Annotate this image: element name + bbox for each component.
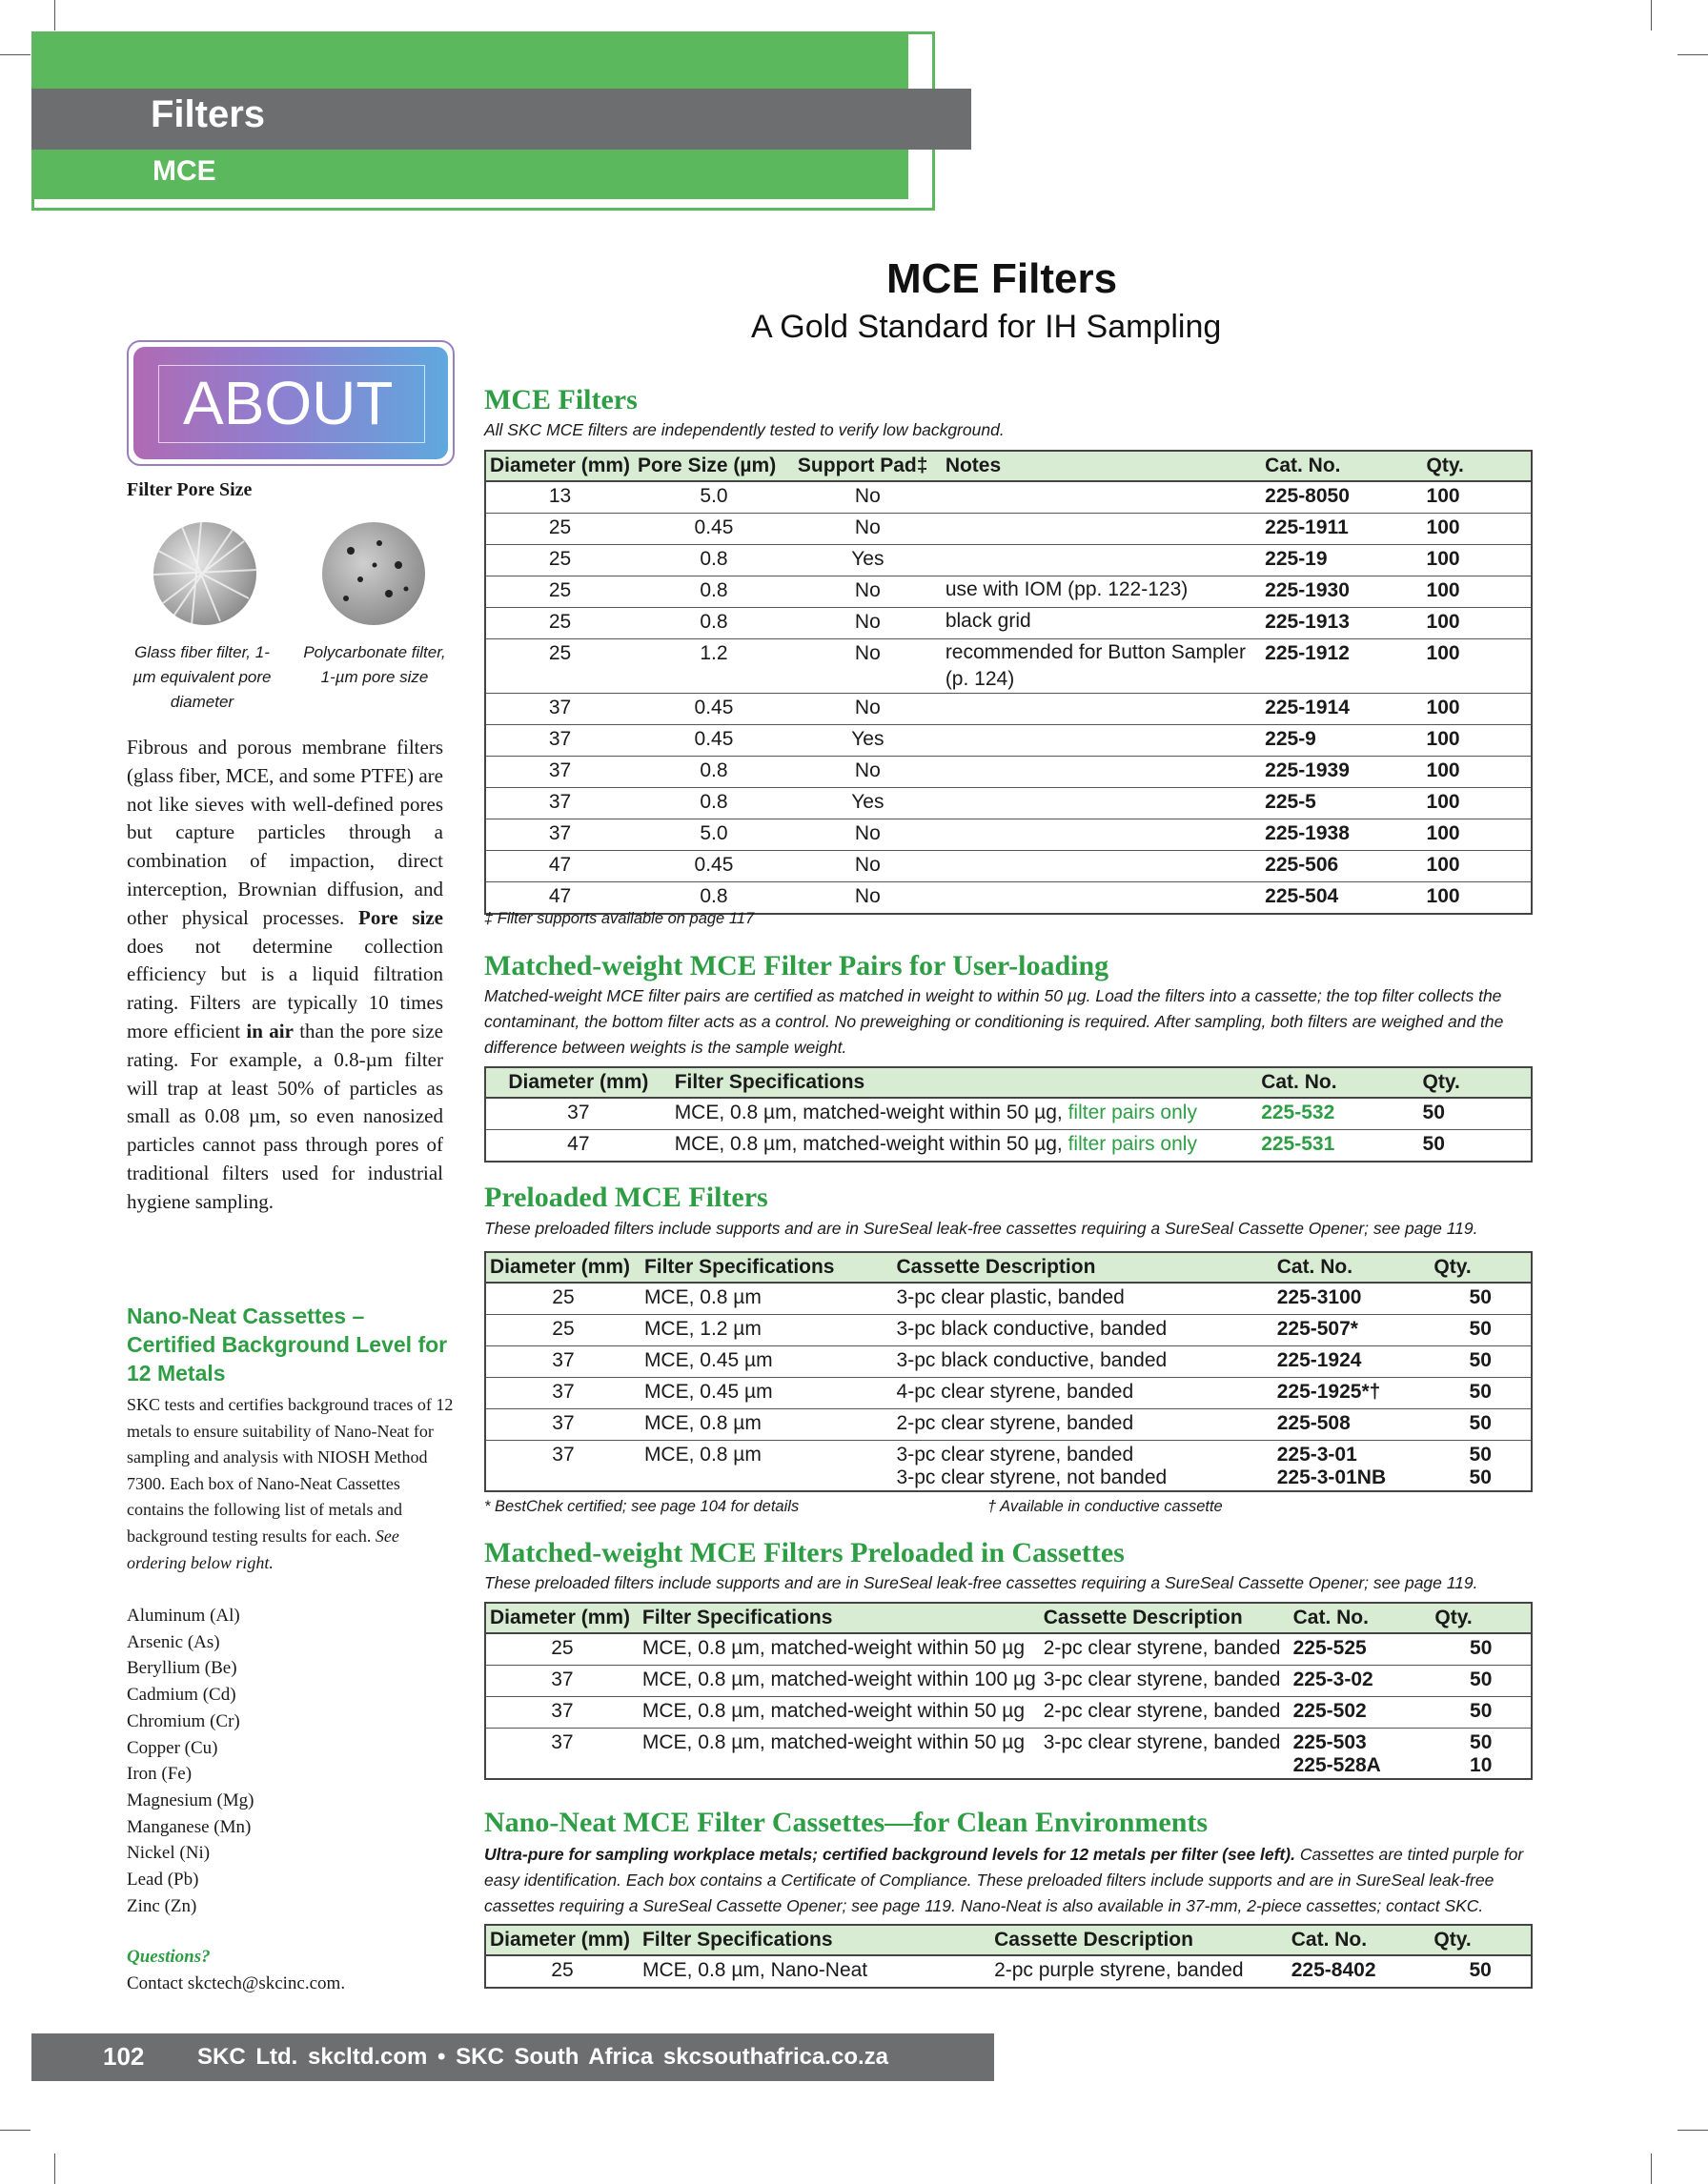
table-cell: MCE, 0.8 µm, matched-weight within 50 µg, filter pairs only — [674, 1133, 1197, 1155]
column-header: Filter Specifications — [671, 1067, 1258, 1098]
table-cell: MCE, 0.45 µm — [640, 1346, 893, 1378]
header-green-top — [31, 31, 908, 89]
table-cell: 50 — [1469, 1959, 1492, 1981]
table-cell: 225-507* — [1273, 1315, 1431, 1346]
metal-item: Beryllium (Be) — [127, 1658, 237, 1679]
table-cell: 225-3-01NB — [1276, 1466, 1387, 1488]
table-cell: 225-9 — [1261, 725, 1422, 757]
column-header: Cassette Description — [990, 1925, 1288, 1955]
table-row — [485, 851, 1532, 882]
table-cell: Yes — [794, 725, 942, 757]
table-cell: 13 — [485, 481, 634, 514]
table-cell: MCE, 0.8 µm, matched-weight within 50 µg — [639, 1633, 1040, 1666]
table-cell: 225-19 — [1261, 545, 1422, 576]
table-cell: 225-506 — [1261, 851, 1422, 882]
table-cell: 100 — [1423, 608, 1532, 639]
metal-item: Copper (Cu) — [127, 1737, 218, 1758]
metal-item: Aluminum (Al) — [127, 1606, 240, 1626]
table-cell: 50 — [1430, 1409, 1532, 1441]
table-cell: 3-pc black conductive, banded — [893, 1346, 1273, 1378]
table-cell: 100 — [1423, 757, 1532, 788]
table-cell: 2-pc clear styrene, banded — [893, 1409, 1273, 1441]
column-header: Diameter (mm) — [485, 1925, 639, 1955]
table-cell: 50 — [1431, 1633, 1532, 1666]
column-header: Qty. — [1430, 1925, 1532, 1955]
table-cell — [942, 545, 1261, 576]
table-cell: 100 — [1423, 545, 1532, 576]
table-cell: MCE, 0.8 µm, matched-weight within 50 µg, filter pairs only — [671, 1098, 1258, 1130]
table-row — [485, 1378, 1532, 1409]
table-row — [485, 1315, 1532, 1346]
matched-pairs-table — [484, 1066, 1533, 1163]
metal-item: Cadmium (Cd) — [127, 1685, 236, 1706]
table-cell: 50 — [1469, 1444, 1492, 1466]
table-cell: 225-1939 — [1261, 757, 1422, 788]
table-cell: 225-503 — [1292, 1731, 1367, 1753]
questions-label: Questions? — [127, 1947, 211, 1967]
table-cell: 37 — [552, 1444, 575, 1466]
crop-mark — [1678, 2130, 1708, 2131]
table-cell: 225-1924 — [1273, 1346, 1431, 1378]
table-row — [485, 576, 1532, 608]
table-row — [485, 882, 1532, 915]
table-cell: 3-pc clear styrene, banded — [896, 1444, 1134, 1466]
table-cell: 47 — [567, 1133, 590, 1155]
pore-size-title: Filter Pore Size — [127, 479, 253, 500]
table-cell: 225-525 — [1290, 1633, 1432, 1666]
table-row — [485, 1469, 1532, 1491]
support-footnote: ‡ Filter supports available on page 117 — [484, 910, 755, 927]
table-cell: No — [854, 885, 881, 907]
column-header: Cat. No. — [1257, 1067, 1418, 1098]
table-cell: No — [794, 608, 942, 639]
preloaded-heading: Preloaded MCE Filters — [484, 1182, 768, 1213]
crop-mark — [54, 2154, 55, 2184]
table-cell — [485, 1469, 640, 1491]
crop-mark — [54, 0, 55, 30]
table-cell: 225-532 — [1257, 1098, 1418, 1130]
matched-cassettes-table — [484, 1602, 1533, 1780]
table-cell: No — [794, 851, 942, 882]
table-cell — [942, 882, 1261, 915]
table-cell: 225-8050 — [1261, 481, 1422, 514]
table-cell: 37 — [485, 725, 634, 757]
table-cell: 225-5 — [1261, 788, 1422, 819]
table-cell: 25 — [485, 1283, 640, 1315]
table-cell: 3-pc clear styrene, not banded — [896, 1466, 1168, 1488]
mce-filters-note: All SKC MCE filters are independently tested to verify low background. — [484, 420, 1005, 439]
table-row — [485, 1757, 1532, 1779]
table-cell: 225-1925*† — [1273, 1378, 1431, 1409]
table-cell: 100 — [1423, 725, 1532, 757]
table-row — [485, 1441, 1532, 1470]
table-cell: MCE, 0.8 µm — [643, 1444, 762, 1466]
table-cell: 225-8402 — [1291, 1959, 1376, 1981]
table-row — [485, 757, 1532, 788]
table-row — [485, 1666, 1532, 1697]
table-cell: 37 — [551, 1731, 574, 1753]
table-cell: 0.8 — [634, 757, 794, 788]
preloaded-note: These preloaded filters include supports and are in SureSeal leak-free cassettes requiring a SureSeal Cassette Opener; see page 119. — [484, 1219, 1478, 1238]
table-cell: No — [794, 694, 942, 725]
column-header: Support Pad‡ — [794, 451, 942, 481]
table-cell: black grid — [942, 608, 1261, 639]
table-cell: 3-pc clear styrene, banded — [1043, 1731, 1281, 1753]
table-cell: 0.45 — [634, 514, 794, 545]
metal-item: Arsenic (As) — [127, 1631, 220, 1652]
table-cell: 37 — [485, 819, 634, 851]
table-cell: 0.8 — [634, 545, 794, 576]
table-cell: Yes — [794, 788, 942, 819]
metal-item: Zinc (Zn) — [127, 1895, 197, 1916]
table-cell: 0.45 — [634, 694, 794, 725]
table-cell: 225-3-02 — [1290, 1666, 1432, 1697]
column-header: Notes — [942, 451, 1261, 481]
pore-size-body: Fibrous and porous membrane filters (glass fiber, MCE, and some PTFE) are not like sieves with well-defined pores but capture particles through a combination of impaction, direct interception, Brownian diffusion, and other physical processes. Pore size does not determine collection efficiency but is a liquid filtration rating. Filters are typically 10 times more efficient in air than the pore size rating. For example, a 0.8-µm filter will trap at least 50% of particles as small as 0.08 µm, so even nanosized particles cannot pass through pores of traditional filters used for industrial hygiene sampling. — [127, 736, 443, 1213]
nano-neat-table — [484, 1924, 1533, 1989]
table-row — [485, 1409, 1532, 1441]
table-cell: 225-3100 — [1273, 1283, 1431, 1315]
table-cell: 5.0 — [634, 819, 794, 851]
metal-item: Manganese (Mn) — [127, 1816, 252, 1837]
table-cell: 3-pc clear styrene, banded — [1040, 1666, 1290, 1697]
table-row — [485, 694, 1532, 725]
table-cell: 37 — [485, 1098, 671, 1130]
table-cell: 47 — [485, 851, 634, 882]
table-cell: 50 — [1419, 1098, 1532, 1130]
page-title: MCE Filters — [886, 255, 1118, 302]
table-row — [485, 1346, 1532, 1378]
table-row — [485, 819, 1532, 851]
table-cell: MCE, 0.8 µm, matched-weight within 100 µg — [639, 1666, 1040, 1697]
metal-item: Chromium (Cr) — [127, 1710, 240, 1731]
column-header: Cat. No. — [1290, 1603, 1432, 1633]
table-cell — [942, 851, 1261, 882]
table-cell: 225-508 — [1273, 1409, 1431, 1441]
column-header: Cassette Description — [1040, 1603, 1290, 1633]
table-cell: MCE, 0.8 µm — [640, 1283, 893, 1315]
table-cell: use with IOM (pp. 122-123) — [942, 576, 1261, 608]
column-header: Diameter (mm) — [485, 1603, 639, 1633]
crop-mark — [0, 2130, 30, 2131]
glass-fiber-caption: Glass fiber filter, 1-µm equivalent pore diameter — [132, 643, 272, 711]
table-cell — [639, 1757, 1040, 1779]
filter-pairs-note: filter pairs only — [1068, 1133, 1197, 1155]
table-cell: 25 — [485, 1633, 639, 1666]
table-cell: 25 — [485, 576, 634, 608]
table-cell: 0.45 — [634, 725, 794, 757]
mce-filters-heading: MCE Filters — [484, 384, 638, 415]
table-cell: No — [794, 481, 942, 514]
table-cell: No — [794, 514, 942, 545]
table-cell: 2-pc clear styrene, banded — [1040, 1697, 1290, 1729]
table-cell: Yes — [794, 545, 942, 576]
table-cell: 225-1930 — [1261, 576, 1422, 608]
column-header: Cat. No. — [1273, 1252, 1431, 1283]
table-cell: 25 — [485, 545, 634, 576]
table-cell: No — [794, 576, 942, 608]
column-header: Cat. No. — [1261, 451, 1422, 481]
table-row — [485, 1955, 1532, 1988]
table-cell: 25 — [485, 608, 634, 639]
table-cell: No — [794, 639, 942, 694]
column-header: Qty. — [1419, 1067, 1532, 1098]
nano-neat-body: SKC tests and certifies background traces of 12 metals to ensure suitability of Nano-Neat for sampling and analysis with NIOSH Method 7300. Each box of Nano-Neat Cassettes contains the following list of metals and background testing results for each. See ordering below right. — [127, 1395, 454, 1572]
matched-cassettes-note: These preloaded filters include supports and are in SureSeal leak-free cassettes requiring a SureSeal Cassette Opener; see page 119. — [484, 1573, 1478, 1592]
table-row — [485, 1697, 1532, 1729]
metal-item: Lead (Pb) — [127, 1870, 199, 1891]
crop-mark — [1678, 54, 1708, 55]
column-header: Diameter (mm) — [485, 451, 634, 481]
conductive-footnote: † Available in conductive cassette — [987, 1498, 1223, 1515]
table-cell — [942, 514, 1261, 545]
table-cell: 1.2 — [634, 639, 794, 694]
table-cell: 10 — [1470, 1754, 1493, 1776]
table-cell — [942, 694, 1261, 725]
nano-neat-cassettes-heading: Nano-Neat MCE Filter Cassettes—for Clean Environments — [484, 1807, 1209, 1838]
table-cell: 100 — [1423, 788, 1532, 819]
table-cell: 37 — [485, 757, 634, 788]
column-header: Qty. — [1431, 1603, 1532, 1633]
table-cell: 3-pc black conductive, banded — [893, 1315, 1273, 1346]
polycarbonate-caption: Polycarbonate filter, 1-µm pore size — [303, 643, 446, 686]
table-cell — [942, 757, 1261, 788]
column-header: Pore Size (µm) — [634, 451, 794, 481]
table-cell: 225-1912 — [1261, 639, 1422, 694]
table-cell: 47 — [548, 885, 572, 907]
crop-mark — [1651, 2154, 1652, 2184]
table-row — [485, 1098, 1532, 1130]
table-row — [485, 725, 1532, 757]
table-cell: 225-1911 — [1261, 514, 1422, 545]
table-cell: 225-502 — [1290, 1697, 1432, 1729]
table-cell: 100 — [1423, 694, 1532, 725]
table-cell: recommended for Button Sampler (p. 124) — [942, 639, 1261, 694]
table-cell — [640, 1469, 893, 1491]
glass-fiber-image — [153, 522, 256, 625]
column-header: Qty. — [1423, 451, 1532, 481]
table-cell: 50 — [1422, 1133, 1445, 1155]
table-cell: 50 — [1431, 1666, 1532, 1697]
table-cell: 0.8 — [700, 885, 728, 907]
table-row — [485, 481, 1532, 514]
table-cell: 0.8 — [634, 608, 794, 639]
table-cell: 25 — [485, 639, 634, 694]
table-cell — [942, 788, 1261, 819]
column-header: Diameter (mm) — [485, 1067, 671, 1098]
table-cell: 225-531 — [1261, 1133, 1335, 1155]
table-cell: 37 — [485, 694, 634, 725]
table-cell: MCE, 0.8 µm, Nano-Neat — [641, 1959, 868, 1981]
table-cell: No — [794, 757, 942, 788]
table-cell — [485, 1757, 639, 1779]
table-cell: 25 — [485, 1315, 640, 1346]
table-cell: MCE, 0.45 µm — [640, 1378, 893, 1409]
table-cell: 50 — [1469, 1466, 1492, 1488]
section-title: Filters — [151, 93, 266, 135]
matched-pairs-note: Matched-weight MCE filter pairs are certified as matched in weight to within 50 µg. Load the filters into a cassette; the top filter collects the contaminant, the bottom filter acts as a control. No preweighing or conditioning is required. After sampling, both filters are weighed and the difference between weights is the sample weight. — [484, 986, 1504, 1057]
table-cell: 100 — [1423, 576, 1532, 608]
metal-item: Iron (Fe) — [127, 1764, 193, 1785]
polycarbonate-image — [322, 522, 425, 625]
table-cell: 37 — [485, 1697, 639, 1729]
table-cell: 50 — [1470, 1731, 1493, 1753]
table-cell: 225-1913 — [1261, 608, 1422, 639]
section-subtitle: MCE — [152, 155, 216, 187]
column-header: Filter Specifications — [639, 1925, 990, 1955]
table-cell: 2-pc clear styrene, banded — [1040, 1633, 1290, 1666]
crop-mark — [0, 54, 30, 55]
matched-pairs-heading: Matched-weight MCE Filter Pairs for User-loading — [484, 950, 1109, 981]
table-cell: 50 — [1430, 1315, 1532, 1346]
metal-item: Magnesium (Mg) — [127, 1790, 254, 1810]
table-cell: 225-528A — [1292, 1754, 1381, 1776]
table-cell: 3-pc clear plastic, banded — [893, 1283, 1273, 1315]
table-cell: 37 — [485, 1378, 640, 1409]
table-cell: MCE, 1.2 µm — [640, 1315, 893, 1346]
table-cell: 0.8 — [634, 788, 794, 819]
page-subtitle: A Gold Standard for IH Sampling — [751, 309, 1222, 345]
table-cell: 100 — [1423, 639, 1532, 694]
filter-pairs-note: filter pairs only — [1068, 1102, 1197, 1123]
table-cell — [1040, 1757, 1290, 1779]
metal-item: Nickel (Ni) — [127, 1843, 211, 1864]
table-cell: 37 — [485, 788, 634, 819]
table-cell: 225-1938 — [1261, 819, 1422, 851]
column-header: Cat. No. — [1288, 1925, 1431, 1955]
table-cell: 5.0 — [634, 481, 794, 514]
table-row — [485, 545, 1532, 576]
page-number: 102 — [103, 2042, 145, 2071]
table-cell: 0.8 — [634, 576, 794, 608]
table-cell: MCE, 0.8 µm, matched-weight within 50 µg — [639, 1697, 1040, 1729]
table-cell: 37 — [485, 1409, 640, 1441]
table-cell: 2-pc purple styrene, banded — [994, 1959, 1244, 1981]
column-header: Filter Specifications — [639, 1603, 1040, 1633]
mce-filters-table — [484, 450, 1533, 915]
table-cell — [942, 725, 1261, 757]
about-badge-label: ABOUT — [183, 369, 394, 437]
table-cell: MCE, 0.8 µm, matched-weight within 50 µg — [641, 1731, 1026, 1753]
table-row — [485, 1283, 1532, 1315]
table-cell — [942, 481, 1261, 514]
table-cell: 25 — [551, 1959, 574, 1981]
table-row — [485, 639, 1532, 694]
column-header: Filter Specifications — [640, 1252, 893, 1283]
table-cell: 100 — [1423, 514, 1532, 545]
table-cell: 50 — [1430, 1378, 1532, 1409]
table-cell: 0.45 — [634, 851, 794, 882]
table-cell: MCE, 0.8 µm — [640, 1409, 893, 1441]
column-header: Diameter (mm) — [485, 1252, 640, 1283]
table-cell: 37 — [485, 1666, 639, 1697]
metals-list — [127, 1603, 254, 1919]
matched-cassettes-heading: Matched-weight MCE Filters Preloaded in Cassettes — [484, 1537, 1125, 1568]
table-cell: 25 — [485, 514, 634, 545]
questions-contact[interactable]: Contact skctech@skcinc.com. — [127, 1973, 346, 1993]
preloaded-table — [484, 1251, 1533, 1492]
table-row — [485, 1130, 1532, 1163]
table-cell: 50 — [1430, 1283, 1532, 1315]
table-cell: 225-1914 — [1261, 694, 1422, 725]
table-cell — [942, 819, 1261, 851]
column-header: Qty. — [1430, 1252, 1532, 1283]
column-header: Cassette Description — [893, 1252, 1273, 1283]
table-cell: 100 — [1423, 481, 1532, 514]
table-row — [485, 1633, 1532, 1666]
table-row — [485, 1729, 1532, 1758]
table-cell: 50 — [1430, 1346, 1532, 1378]
nano-neat-title: Nano-Neat Cassettes – Certified Background Level for 12 Metals — [127, 1304, 448, 1385]
table-cell: 100 — [1426, 885, 1460, 907]
table-cell: 100 — [1423, 851, 1532, 882]
table-cell: 225-3-01 — [1276, 1444, 1357, 1466]
crop-mark — [1651, 0, 1652, 30]
table-cell: 100 — [1423, 819, 1532, 851]
table-cell: 225-504 — [1265, 885, 1339, 907]
footer-links[interactable]: SKC Ltd. skcltd.com • SKC South Africa skcsouthafrica.co.za — [197, 2044, 888, 2070]
table-cell: 37 — [485, 1346, 640, 1378]
table-row — [485, 608, 1532, 639]
table-cell: 4-pc clear styrene, banded — [893, 1378, 1273, 1409]
table-cell: No — [794, 819, 942, 851]
table-cell: 50 — [1431, 1697, 1532, 1729]
table-row — [485, 514, 1532, 545]
bestchek-footnote: * BestChek certified; see page 104 for details — [484, 1498, 800, 1515]
table-row — [485, 788, 1532, 819]
nano-neat-cassettes-note: Ultra-pure for sampling workplace metals; certified background levels for 12 metals per filter (see left). Cassettes are tinted purple for easy identification. Each box contains a Certificate of Compliance. These preloaded filters include supports and are in SureSeal leak-free cassettes requiring a SureSeal Cassette Opener; see page 119. Nano-Neat is also available in 37-mm, 2-piece cassettes; contact SKC. — [484, 1845, 1524, 1915]
